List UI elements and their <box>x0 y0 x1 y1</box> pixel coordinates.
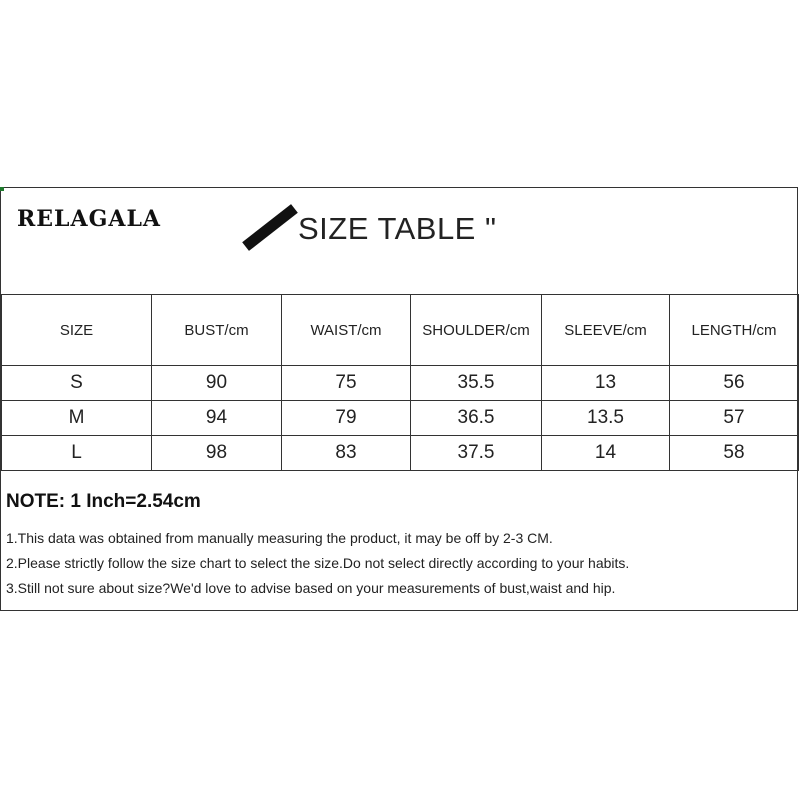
size-table <box>1 294 799 471</box>
note-title: NOTE: 1 Inch=2.54cm <box>6 491 201 512</box>
note-line-1: 1.This data was obtained from manually measuring the product, it may be off by 2-3 CM. <box>6 530 553 546</box>
table-cell: L <box>2 436 152 471</box>
column-header-size: SIZE <box>2 295 152 366</box>
table-cell: 35.5 <box>411 366 542 401</box>
table-cell: 13.5 <box>542 401 670 436</box>
table-cell: 36.5 <box>411 401 542 436</box>
column-header-length: LENGTH/cm <box>670 295 799 366</box>
table-cell: M <box>2 401 152 436</box>
column-header-shoulder: SHOULDER/cm <box>411 295 542 366</box>
corner-accent <box>0 187 4 191</box>
table-cell: 13 <box>542 366 670 401</box>
size-chart-header <box>1 188 797 295</box>
table-row <box>2 366 799 401</box>
table-cell: 14 <box>542 436 670 471</box>
table-cell: 57 <box>670 401 799 436</box>
table-row <box>2 436 799 471</box>
size-table-title: SIZE TABLE " <box>298 211 497 246</box>
table-cell: 83 <box>282 436 411 471</box>
note-line-2: 2.Please strictly follow the size chart to select the size.Do not select directly according to your habits. <box>6 555 630 571</box>
table-cell: 79 <box>282 401 411 436</box>
column-header-bust: BUST/cm <box>152 295 282 366</box>
table-cell: 98 <box>152 436 282 471</box>
table-header-row <box>2 295 799 366</box>
size-chart-panel <box>0 187 798 611</box>
brand-logo: RELAGALA <box>17 206 161 232</box>
column-header-waist: WAIST/cm <box>282 295 411 366</box>
note-line-3: 3.Still not sure about size?We'd love to advise based on your measurements of bust,waist and hip. <box>6 580 616 596</box>
table-cell: S <box>2 366 152 401</box>
table-cell: 56 <box>670 366 799 401</box>
column-header-sleeve: SLEEVE/cm <box>542 295 670 366</box>
table-cell: 90 <box>152 366 282 401</box>
slash-decoration-icon <box>242 204 298 251</box>
table-cell: 94 <box>152 401 282 436</box>
table-cell: 75 <box>282 366 411 401</box>
table-cell: 37.5 <box>411 436 542 471</box>
table-cell: 58 <box>670 436 799 471</box>
table-row <box>2 401 799 436</box>
